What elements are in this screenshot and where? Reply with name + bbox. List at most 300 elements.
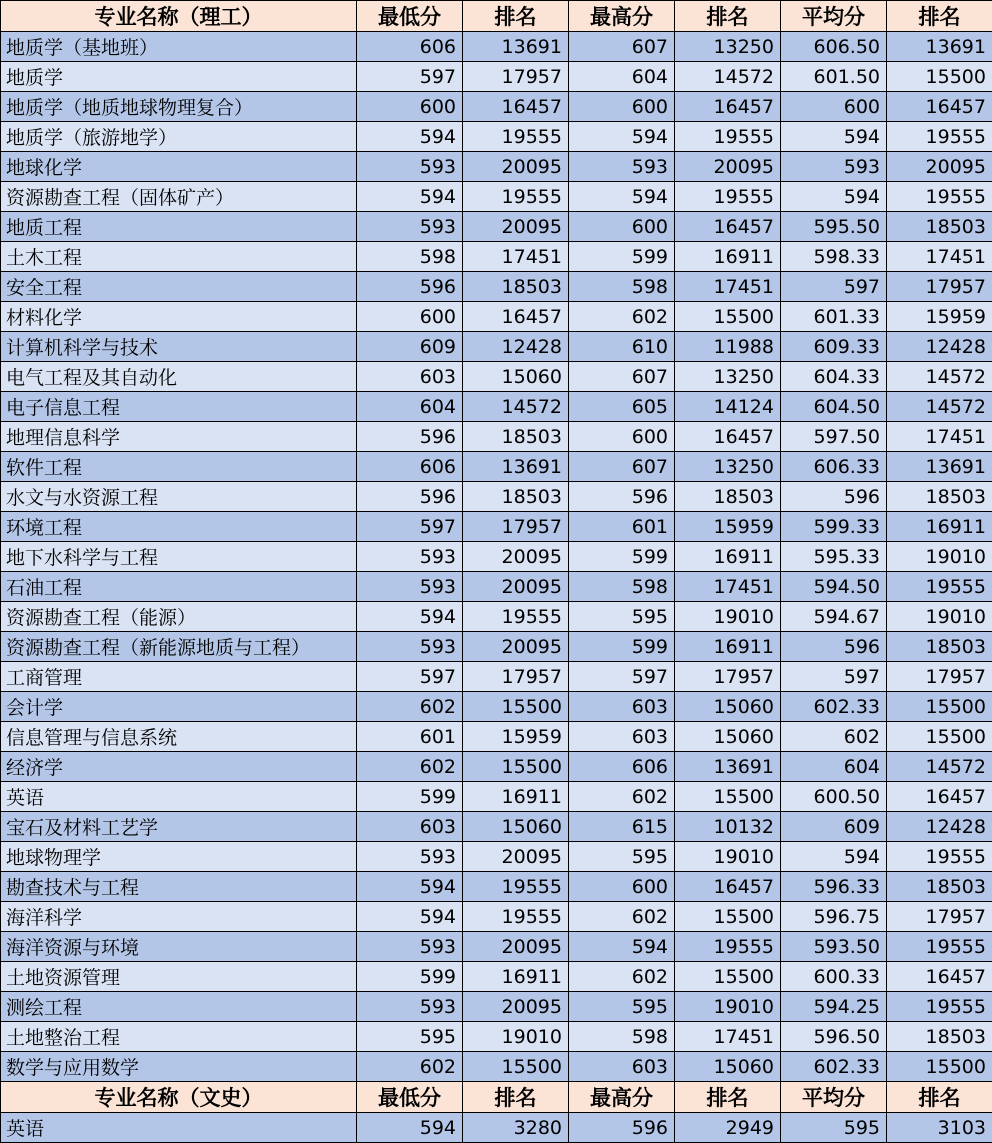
- major-name-cell: 地质学（地质地球物理复合）: [1, 92, 357, 122]
- table-row: [1, 1113, 992, 1143]
- column-header: 排名: [463, 1, 569, 32]
- score-cell: 594.25: [781, 992, 887, 1022]
- score-cell: 597: [357, 512, 463, 542]
- table-row: [1, 842, 992, 872]
- score-cell: 593: [357, 152, 463, 182]
- table-row: [1, 302, 992, 332]
- score-cell: 609.33: [781, 332, 887, 362]
- major-name-cell: 英语: [1, 782, 357, 812]
- major-name-cell: 石油工程: [1, 572, 357, 602]
- score-cell: 607: [569, 32, 675, 62]
- score-cell: 596.50: [781, 1022, 887, 1052]
- score-cell: 597: [569, 662, 675, 692]
- table-row: [1, 212, 992, 242]
- major-name-cell: 地质学: [1, 62, 357, 92]
- table-row: [1, 572, 992, 602]
- score-cell: 599: [569, 242, 675, 272]
- score-cell: 597: [781, 662, 887, 692]
- score-cell: 598.33: [781, 242, 887, 272]
- score-cell: 602: [357, 692, 463, 722]
- score-cell: 16457: [675, 872, 781, 902]
- major-name-cell: 土木工程: [1, 242, 357, 272]
- score-cell: 599: [357, 782, 463, 812]
- table-row: [1, 632, 992, 662]
- score-cell: 17451: [887, 422, 992, 452]
- score-cell: 604: [357, 392, 463, 422]
- table-row: [1, 452, 992, 482]
- score-cell: 19555: [675, 122, 781, 152]
- major-name-cell: 地质工程: [1, 212, 357, 242]
- section-header-row: [1, 1082, 992, 1113]
- table-row: [1, 332, 992, 362]
- major-name-cell: 土地资源管理: [1, 962, 357, 992]
- major-name-cell: 材料化学: [1, 302, 357, 332]
- score-cell: 595: [569, 842, 675, 872]
- score-cell: 595.33: [781, 542, 887, 572]
- score-cell: 594: [569, 932, 675, 962]
- score-cell: 16457: [887, 92, 992, 122]
- score-cell: 593: [357, 842, 463, 872]
- score-cell: 20095: [463, 152, 569, 182]
- table-row: [1, 932, 992, 962]
- table-row: [1, 62, 992, 92]
- table-row: [1, 272, 992, 302]
- major-name-cell: 电子信息工程: [1, 392, 357, 422]
- score-cell: 600: [781, 92, 887, 122]
- column-header: 平均分: [781, 1082, 887, 1113]
- score-cell: 20095: [463, 932, 569, 962]
- score-cell: 593: [781, 152, 887, 182]
- major-name-cell: 资源勘查工程（新能源地质与工程）: [1, 632, 357, 662]
- score-cell: 13691: [887, 32, 992, 62]
- score-cell: 600.33: [781, 962, 887, 992]
- score-cell: 600.50: [781, 782, 887, 812]
- score-cell: 610: [569, 332, 675, 362]
- score-cell: 597.50: [781, 422, 887, 452]
- score-cell: 594: [781, 842, 887, 872]
- major-name-cell: 会计学: [1, 692, 357, 722]
- score-cell: 598: [357, 242, 463, 272]
- score-cell: 13691: [463, 452, 569, 482]
- score-cell: 604: [781, 752, 887, 782]
- score-cell: 593: [357, 992, 463, 1022]
- score-cell: 16911: [675, 542, 781, 572]
- score-cell: 18503: [887, 872, 992, 902]
- score-cell: 15500: [887, 62, 992, 92]
- score-cell: 15500: [463, 692, 569, 722]
- score-cell: 15500: [887, 722, 992, 752]
- score-cell: 603: [357, 362, 463, 392]
- column-header: 最低分: [357, 1082, 463, 1113]
- score-cell: 13250: [675, 32, 781, 62]
- score-cell: 598: [569, 572, 675, 602]
- score-cell: 593: [569, 152, 675, 182]
- score-cell: 600: [357, 302, 463, 332]
- score-cell: 18503: [887, 482, 992, 512]
- table-row: [1, 872, 992, 902]
- table-row: [1, 752, 992, 782]
- score-cell: 19555: [675, 932, 781, 962]
- score-table-body: [1, 1, 992, 1143]
- major-name-cell: 安全工程: [1, 272, 357, 302]
- score-cell: 17451: [675, 272, 781, 302]
- score-cell: 15500: [675, 782, 781, 812]
- score-cell: 18503: [463, 422, 569, 452]
- score-cell: 596: [357, 482, 463, 512]
- score-cell: 19555: [887, 932, 992, 962]
- score-cell: 17957: [675, 662, 781, 692]
- score-cell: 606: [569, 752, 675, 782]
- score-cell: 15060: [675, 722, 781, 752]
- score-cell: 15500: [675, 962, 781, 992]
- score-cell: 600: [569, 92, 675, 122]
- score-cell: 14572: [887, 362, 992, 392]
- score-cell: 594.50: [781, 572, 887, 602]
- score-cell: 19010: [675, 842, 781, 872]
- score-cell: 594: [569, 182, 675, 212]
- table-row: [1, 662, 992, 692]
- score-cell: 19555: [887, 182, 992, 212]
- score-cell: 594.67: [781, 602, 887, 632]
- table-row: [1, 962, 992, 992]
- score-cell: 593: [357, 212, 463, 242]
- major-name-cell: 土地整治工程: [1, 1022, 357, 1052]
- score-cell: 600: [569, 212, 675, 242]
- score-cell: 16457: [463, 302, 569, 332]
- score-cell: 601.33: [781, 302, 887, 332]
- score-cell: 19555: [463, 902, 569, 932]
- score-cell: 594: [357, 902, 463, 932]
- score-cell: 602: [357, 752, 463, 782]
- score-cell: 19010: [675, 602, 781, 632]
- table-row: [1, 722, 992, 752]
- score-cell: 20095: [463, 542, 569, 572]
- score-cell: 19555: [463, 182, 569, 212]
- major-name-cell: 信息管理与信息系统: [1, 722, 357, 752]
- table-row: [1, 182, 992, 212]
- score-cell: 595: [781, 1113, 887, 1143]
- table-row: [1, 542, 992, 572]
- score-cell: 16457: [675, 92, 781, 122]
- score-cell: 10132: [675, 812, 781, 842]
- score-cell: 594: [357, 602, 463, 632]
- table-row: [1, 992, 992, 1022]
- score-cell: 594: [357, 122, 463, 152]
- score-cell: 593: [357, 632, 463, 662]
- score-cell: 19010: [675, 992, 781, 1022]
- column-header: 排名: [887, 1, 992, 32]
- table-row: [1, 782, 992, 812]
- score-cell: 16457: [463, 92, 569, 122]
- score-cell: 607: [569, 362, 675, 392]
- score-cell: 600: [569, 872, 675, 902]
- score-cell: 16911: [887, 512, 992, 542]
- major-name-cell: 经济学: [1, 752, 357, 782]
- score-cell: 12428: [887, 812, 992, 842]
- score-cell: 18503: [887, 1022, 992, 1052]
- table-row: [1, 902, 992, 932]
- score-cell: 14572: [887, 392, 992, 422]
- major-name-cell: 软件工程: [1, 452, 357, 482]
- score-cell: 606.50: [781, 32, 887, 62]
- score-cell: 602: [569, 902, 675, 932]
- score-cell: 19555: [887, 122, 992, 152]
- table-row: [1, 602, 992, 632]
- score-cell: 594: [781, 182, 887, 212]
- major-name-cell: 地下水科学与工程: [1, 542, 357, 572]
- score-cell: 593: [357, 542, 463, 572]
- score-cell: 18503: [887, 212, 992, 242]
- table-row: [1, 92, 992, 122]
- section-header-row: [1, 1, 992, 32]
- score-cell: 16457: [887, 962, 992, 992]
- score-cell: 11988: [675, 332, 781, 362]
- score-cell: 599.33: [781, 512, 887, 542]
- score-cell: 19555: [887, 842, 992, 872]
- score-cell: 16911: [675, 632, 781, 662]
- score-cell: 603: [357, 812, 463, 842]
- major-name-cell: 水文与水资源工程: [1, 482, 357, 512]
- score-cell: 604: [569, 62, 675, 92]
- score-cell: 15060: [463, 362, 569, 392]
- score-cell: 19555: [463, 872, 569, 902]
- score-cell: 17451: [675, 1022, 781, 1052]
- score-cell: 19555: [675, 182, 781, 212]
- score-cell: 602.33: [781, 692, 887, 722]
- score-cell: 596.33: [781, 872, 887, 902]
- column-header: 平均分: [781, 1, 887, 32]
- table-row: [1, 482, 992, 512]
- major-name-cell: 海洋科学: [1, 902, 357, 932]
- score-cell: 601: [569, 512, 675, 542]
- column-header: 排名: [887, 1082, 992, 1113]
- score-cell: 596: [357, 422, 463, 452]
- score-cell: 597: [357, 62, 463, 92]
- major-name-cell: 工商管理: [1, 662, 357, 692]
- score-cell: 601: [357, 722, 463, 752]
- table-row: [1, 32, 992, 62]
- score-cell: 595.50: [781, 212, 887, 242]
- score-cell: 16911: [463, 962, 569, 992]
- score-cell: 596: [357, 272, 463, 302]
- score-cell: 19555: [463, 122, 569, 152]
- score-cell: 2949: [675, 1113, 781, 1143]
- score-cell: 593.50: [781, 932, 887, 962]
- score-cell: 15500: [887, 1052, 992, 1082]
- score-cell: 16911: [675, 242, 781, 272]
- score-cell: 603: [569, 692, 675, 722]
- score-cell: 19555: [463, 602, 569, 632]
- score-cell: 602: [781, 722, 887, 752]
- score-cell: 19555: [887, 572, 992, 602]
- column-header: 排名: [463, 1082, 569, 1113]
- table-row: [1, 242, 992, 272]
- score-cell: 594: [357, 1113, 463, 1143]
- score-cell: 20095: [463, 842, 569, 872]
- score-cell: 15500: [463, 1052, 569, 1082]
- score-cell: 595: [569, 992, 675, 1022]
- score-cell: 596: [569, 1113, 675, 1143]
- score-cell: 17451: [675, 572, 781, 602]
- score-cell: 15959: [463, 722, 569, 752]
- score-cell: 602: [569, 302, 675, 332]
- column-header: 排名: [675, 1, 781, 32]
- table-row: [1, 1022, 992, 1052]
- table-row: [1, 692, 992, 722]
- score-cell: 593: [357, 932, 463, 962]
- score-cell: 14124: [675, 392, 781, 422]
- score-cell: 606: [357, 32, 463, 62]
- major-name-cell: 地质学（基地班）: [1, 32, 357, 62]
- score-cell: 603: [569, 1052, 675, 1082]
- score-cell: 607: [569, 452, 675, 482]
- major-name-cell: 海洋资源与环境: [1, 932, 357, 962]
- score-cell: 600: [357, 92, 463, 122]
- table-row: [1, 422, 992, 452]
- score-cell: 597: [781, 272, 887, 302]
- score-cell: 596: [781, 482, 887, 512]
- score-cell: 17957: [463, 512, 569, 542]
- score-cell: 603: [569, 722, 675, 752]
- score-cell: 17957: [887, 902, 992, 932]
- score-cell: 19555: [887, 992, 992, 1022]
- score-cell: 12428: [887, 332, 992, 362]
- score-cell: 16457: [675, 422, 781, 452]
- major-name-cell: 测绘工程: [1, 992, 357, 1022]
- score-cell: 16457: [887, 782, 992, 812]
- score-cell: 15500: [675, 302, 781, 332]
- score-cell: 599: [569, 632, 675, 662]
- score-cell: 597: [357, 662, 463, 692]
- score-cell: 3103: [887, 1113, 992, 1143]
- score-cell: 609: [781, 812, 887, 842]
- score-cell: 15500: [463, 752, 569, 782]
- major-name-cell: 宝石及材料工艺学: [1, 812, 357, 842]
- score-cell: 17451: [887, 242, 992, 272]
- score-cell: 20095: [887, 152, 992, 182]
- major-name-cell: 资源勘查工程（能源）: [1, 602, 357, 632]
- score-cell: 12428: [463, 332, 569, 362]
- score-cell: 14572: [463, 392, 569, 422]
- major-name-cell: 计算机科学与技术: [1, 332, 357, 362]
- score-cell: 602: [569, 782, 675, 812]
- major-name-cell: 地球化学: [1, 152, 357, 182]
- column-header: 最低分: [357, 1, 463, 32]
- score-cell: 604.33: [781, 362, 887, 392]
- column-header: 最高分: [569, 1082, 675, 1113]
- score-cell: 20095: [675, 152, 781, 182]
- score-cell: 609: [357, 332, 463, 362]
- table-row: [1, 152, 992, 182]
- score-cell: 602.33: [781, 1052, 887, 1082]
- table-row: [1, 812, 992, 842]
- column-header: 排名: [675, 1082, 781, 1113]
- score-cell: 15060: [463, 812, 569, 842]
- major-name-cell: 地理信息科学: [1, 422, 357, 452]
- score-cell: 13691: [887, 452, 992, 482]
- score-cell: 17957: [887, 272, 992, 302]
- score-cell: 20095: [463, 212, 569, 242]
- score-cell: 18503: [675, 482, 781, 512]
- score-cell: 594: [569, 122, 675, 152]
- major-name-cell: 地球物理学: [1, 842, 357, 872]
- score-cell: 606: [357, 452, 463, 482]
- score-cell: 595: [569, 602, 675, 632]
- score-cell: 19010: [463, 1022, 569, 1052]
- score-cell: 13250: [675, 362, 781, 392]
- major-name-cell: 电气工程及其自动化: [1, 362, 357, 392]
- table-row: [1, 362, 992, 392]
- score-cell: 595: [357, 1022, 463, 1052]
- score-cell: 13691: [463, 32, 569, 62]
- score-cell: 594: [357, 872, 463, 902]
- score-cell: 15500: [887, 692, 992, 722]
- score-cell: 15959: [675, 512, 781, 542]
- major-name-cell: 资源勘查工程（固体矿产）: [1, 182, 357, 212]
- major-name-cell: 数学与应用数学: [1, 1052, 357, 1082]
- score-cell: 20095: [463, 632, 569, 662]
- score-cell: 598: [569, 1022, 675, 1052]
- score-cell: 18503: [463, 482, 569, 512]
- score-cell: 596: [569, 482, 675, 512]
- score-cell: 593: [357, 572, 463, 602]
- score-cell: 604.50: [781, 392, 887, 422]
- score-cell: 13250: [675, 452, 781, 482]
- score-cell: 615: [569, 812, 675, 842]
- score-cell: 15959: [887, 302, 992, 332]
- score-cell: 596: [781, 632, 887, 662]
- major-name-cell: 环境工程: [1, 512, 357, 542]
- score-cell: 16911: [463, 782, 569, 812]
- major-name-cell: 地质学（旅游地学）: [1, 122, 357, 152]
- score-cell: 17957: [463, 62, 569, 92]
- major-name-cell: 英语: [1, 1113, 357, 1143]
- score-cell: 16457: [675, 212, 781, 242]
- score-cell: 18503: [463, 272, 569, 302]
- score-cell: 19010: [887, 602, 992, 632]
- score-cell: 14572: [675, 62, 781, 92]
- score-cell: 596.75: [781, 902, 887, 932]
- score-cell: 599: [357, 962, 463, 992]
- score-cell: 19010: [887, 542, 992, 572]
- score-cell: 600: [569, 422, 675, 452]
- score-cell: 17957: [463, 662, 569, 692]
- table-row: [1, 1052, 992, 1082]
- score-cell: 15500: [675, 902, 781, 932]
- score-cell: 15060: [675, 692, 781, 722]
- major-name-header: 专业名称（理工）: [1, 1, 357, 32]
- score-cell: 13691: [675, 752, 781, 782]
- column-header: 最高分: [569, 1, 675, 32]
- table-row: [1, 392, 992, 422]
- table-row: [1, 512, 992, 542]
- score-cell: 606.33: [781, 452, 887, 482]
- score-cell: 602: [569, 962, 675, 992]
- score-cell: 598: [569, 272, 675, 302]
- score-cell: 594: [781, 122, 887, 152]
- score-cell: 17451: [463, 242, 569, 272]
- score-cell: 14572: [887, 752, 992, 782]
- score-cell: 601.50: [781, 62, 887, 92]
- major-name-cell: 勘查技术与工程: [1, 872, 357, 902]
- score-cell: 18503: [887, 632, 992, 662]
- score-cell: 599: [569, 542, 675, 572]
- score-cell: 15060: [675, 1052, 781, 1082]
- score-cell: 17957: [887, 662, 992, 692]
- score-cell: 605: [569, 392, 675, 422]
- score-cell: 594: [357, 182, 463, 212]
- score-cell: 20095: [463, 992, 569, 1022]
